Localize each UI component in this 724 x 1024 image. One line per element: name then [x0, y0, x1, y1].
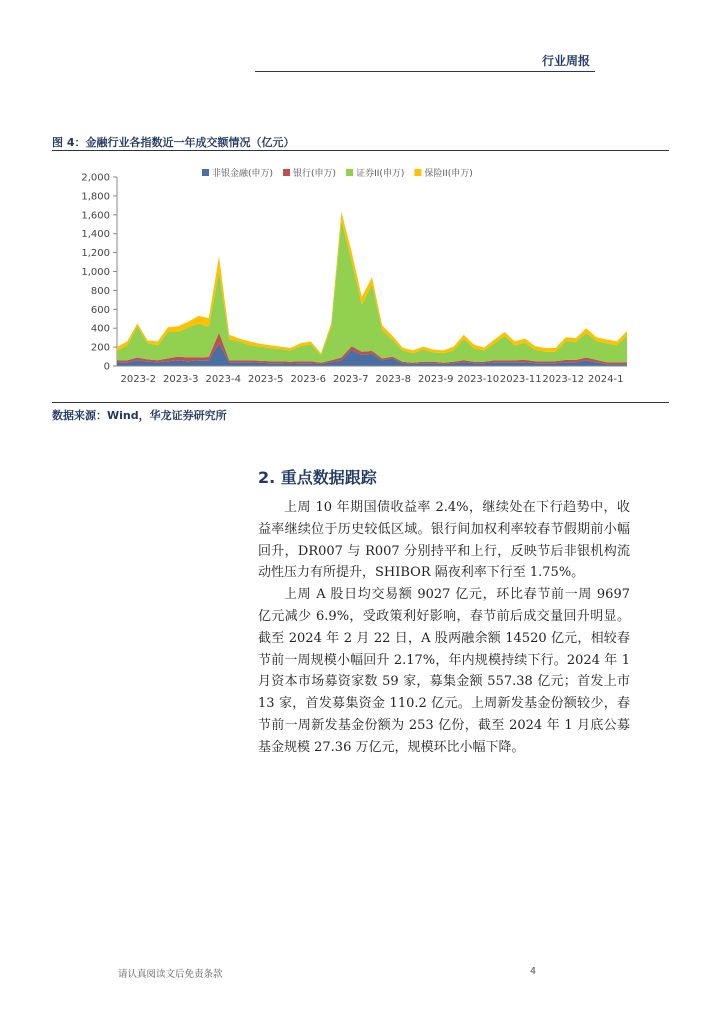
section-body — [258, 497, 630, 759]
legend-swatch — [283, 169, 290, 176]
y-tick-label: 400 — [90, 323, 110, 335]
footer-disclaimer: 请认真阅读文后免责条款 — [118, 969, 223, 980]
figure-title: 图 4：金融行业各指数近一年成交额情况（亿元） — [52, 136, 295, 149]
legend-label: 银行(申万) — [293, 169, 337, 179]
y-tick-label: 1,400 — [81, 229, 110, 241]
legend-swatch — [202, 169, 209, 176]
page-number: 4 — [530, 966, 537, 977]
y-tick-label: 1,600 — [81, 210, 110, 222]
y-tick-label: 1,800 — [81, 191, 110, 203]
header-title: 行业周报 — [541, 54, 590, 68]
series-area-2 — [117, 221, 627, 363]
chart-y-axis — [81, 173, 117, 373]
paragraph-2: 上周 A 股日均交易额 9027 亿元，环比春节前一周 9697 亿元减少 6.9%，受政策利好影响，春节前后成交量回升明显。截至 2024 年 2 月 22 日，A 股两融余额 14520 亿元，相较春节前一周规模小幅回升 2.17%，年内规模持续下行。2024 年 1 月资本市场募资家数 59 家，募集金额 557.38 亿元；首发上市 13 家，首发募集资金 110.2 亿元。上周新发基金份额较少，春节前一周新发基金份额为 253 亿份，截至 2024 年 1 月底公募基金规模 27.36 万亿元，规模环比小幅下降。 — [258, 587, 630, 755]
y-tick-label: 1,200 — [81, 248, 110, 260]
chart-legend — [202, 167, 473, 179]
x-tick-label: 2023-9 — [418, 374, 454, 385]
chart-plot-area — [117, 212, 627, 366]
chart-x-axis — [117, 366, 627, 385]
legend-label: 非银金融(申万) — [212, 169, 274, 179]
figure-source: 数据来源：Wind，华龙证券研究所 — [52, 409, 227, 422]
legend-swatch — [346, 169, 353, 176]
figure-top-rule — [52, 150, 669, 151]
figure-bottom-rule — [52, 402, 669, 403]
legend-label: 证券II(申万) — [356, 169, 405, 179]
y-tick-label: 800 — [90, 285, 110, 297]
x-tick-label: 2024-1 — [588, 374, 624, 385]
y-tick-label: 2,000 — [81, 172, 110, 184]
x-tick-label: 2023-4 — [205, 374, 241, 385]
paragraph-1: 上周 10 年期国债收益率 2.4%，继续处在下行趋势中，收益率继续位于历史较低区域。银行间加权利率较春节假期前小幅回升，DR007 与 R007 分别持平和上行，反映节后非银机构流动性压力有所提升，SHIBOR 隔夜利率下行至 1.75%。 — [258, 500, 630, 581]
x-tick-label: 2023-12 — [542, 374, 585, 385]
y-tick-label: 1,000 — [81, 267, 110, 278]
x-tick-label: 2023-7 — [333, 374, 369, 385]
section-heading: 2. 重点数据跟踪 — [258, 468, 377, 487]
y-tick-label: 0 — [103, 361, 110, 373]
x-tick-label: 2023-5 — [248, 374, 284, 385]
x-tick-label: 2023-8 — [375, 374, 411, 385]
legend-label: 保险II(申万) — [424, 169, 473, 179]
header-divider — [255, 71, 595, 72]
turnover-chart — [52, 152, 669, 400]
x-tick-label: 2023-6 — [290, 374, 326, 385]
x-tick-label: 2023-11 — [499, 374, 542, 385]
x-tick-label: 2023-3 — [163, 374, 199, 385]
x-tick-label: 2023-10 — [457, 374, 500, 385]
y-tick-label: 200 — [90, 342, 110, 354]
legend-swatch — [414, 169, 421, 176]
x-tick-label: 2023-2 — [120, 374, 156, 385]
y-tick-label: 600 — [90, 304, 110, 316]
